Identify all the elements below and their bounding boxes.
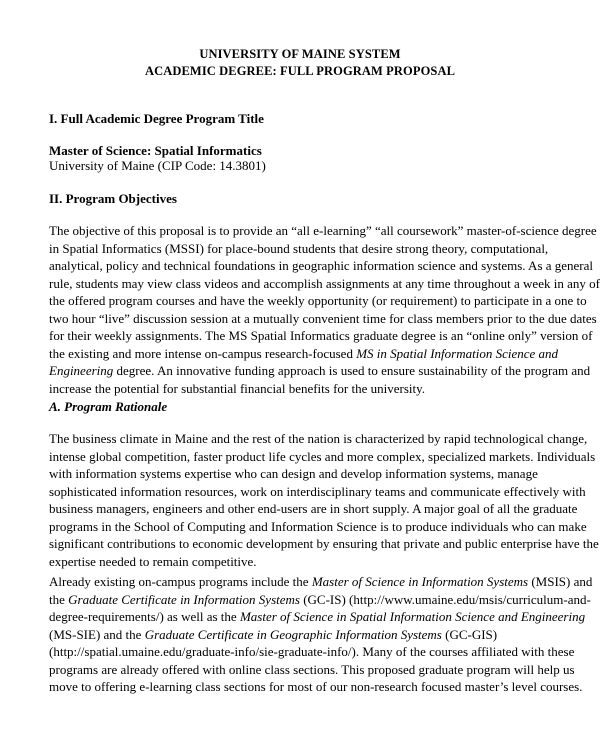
section-1-heading: I. Full Academic Degree Program Title bbox=[49, 111, 264, 126]
text-line: programs in the School of Computing and Information Science is to produce individuals who can make bbox=[49, 518, 587, 534]
text-run: degree. An innovative funding approach is used to ensure sustainability of the program and bbox=[113, 363, 591, 378]
text-run: the existing and more intense on-campus research-focused bbox=[49, 345, 357, 361]
text-run: (GC-GIS) bbox=[441, 626, 498, 642]
text-line: two hour “live” discussion session at a mutually convenient time for class members prior to the due dates bbox=[49, 310, 597, 326]
institution-cip: University of Maine (CIP Code: 14.3801) bbox=[49, 158, 266, 173]
text-line: with information systems expertise who can design and develop information systems, manage bbox=[49, 466, 538, 481]
existing-programs-paragraph bbox=[49, 573, 593, 696]
text-line: sophisticated information resources, work on interdisciplinary teams and communicate effectively with bbox=[49, 483, 586, 499]
text-line: The objective of this proposal is to provide an “all e-learning” “all coursework” master-of-science degree bbox=[49, 223, 597, 238]
text-line: expertise needed to remain competitive. bbox=[49, 553, 257, 569]
text-line: significant contributions to economic development by ensuring that private and public enterprise have the bbox=[49, 536, 599, 551]
text-run: Already existing on-campus programs include the bbox=[49, 574, 312, 589]
text-run: degree-requirements/) as well as the bbox=[49, 609, 240, 624]
header-university: UNIVERSITY OF MAINE SYSTEM bbox=[199, 47, 401, 61]
text-run: (MS-SIE) and the bbox=[49, 626, 145, 642]
text-line bbox=[49, 345, 559, 363]
text-line: increase the potential for substantial financial benefits for the university. bbox=[49, 380, 426, 396]
text-line: the offered program courses and have the weekly opportunity (or requirement) to participate in a one to bbox=[49, 293, 587, 308]
text-line: The business climate in Maine and the rest of the nation is characterized by rapid technological change, bbox=[49, 431, 588, 446]
italic-program-name: Graduate Certificate in Geographic Information Systems bbox=[144, 626, 442, 642]
italic-program-name: Master of Science in Information Systems bbox=[311, 574, 529, 589]
text-line: intense global competition, faster product life cycles and more complex, specialized markets. Individuals bbox=[49, 448, 596, 464]
objectives-paragraph bbox=[49, 222, 600, 397]
text-line bbox=[49, 608, 586, 626]
text-run: (MSIS) and bbox=[528, 574, 593, 589]
text-line bbox=[49, 573, 593, 591]
header-proposal-title: ACADEMIC DEGREE: FULL PROGRAM PROPOSAL bbox=[144, 64, 456, 78]
italic-program-name: Master of Science in Spatial Information Science and Engineering bbox=[239, 609, 586, 624]
degree-title: Master of Science: Spatial Informatics bbox=[49, 143, 262, 158]
text-line bbox=[49, 591, 591, 609]
text-line: analytical, policy and technical foundations in geographic information science and systems. As a general bbox=[49, 258, 594, 273]
section-2-heading: II. Program Objectives bbox=[49, 191, 177, 206]
text-line bbox=[49, 362, 591, 380]
text-run: the bbox=[49, 591, 69, 607]
text-line bbox=[49, 626, 559, 644]
subsection-a-heading: A. Program Rationale bbox=[49, 399, 168, 414]
text-line: business managers, engineers and other end-users are in short supply. A major goal of all the graduate bbox=[49, 501, 578, 516]
italic-program-name: Graduate Certificate in Information Systems bbox=[68, 591, 300, 607]
text-line: (http://spatial.umaine.edu/graduate-info/sie-graduate-info/). Many of the courses affiliated with these bbox=[49, 644, 575, 659]
text-run: (GC-IS) (http://www.umaine.edu/msis/curriculum-and- bbox=[299, 591, 591, 607]
text-line: move to offering e-learning class sections for most of our non-research focused master’s level courses. bbox=[49, 679, 583, 694]
text-line: programs are already offered with online class sections. This proposed graduate program will help us bbox=[49, 661, 575, 677]
text-line: for their weekly assignments. The MS Spatial Informatics graduate degree is an “online only” version of bbox=[49, 328, 593, 343]
italic-program-name: MS in Spatial Information Science and bbox=[356, 345, 559, 361]
rationale-paragraph bbox=[49, 430, 599, 570]
text-line: rule, students may view class videos and accomplish assignments at any time throughout a week in any of bbox=[49, 275, 600, 291]
text-line: in Spatial Informatics (MSSI) for place-bound students that desire strong theory, computational, bbox=[49, 240, 549, 256]
italic-program-name: Engineering bbox=[49, 363, 114, 378]
